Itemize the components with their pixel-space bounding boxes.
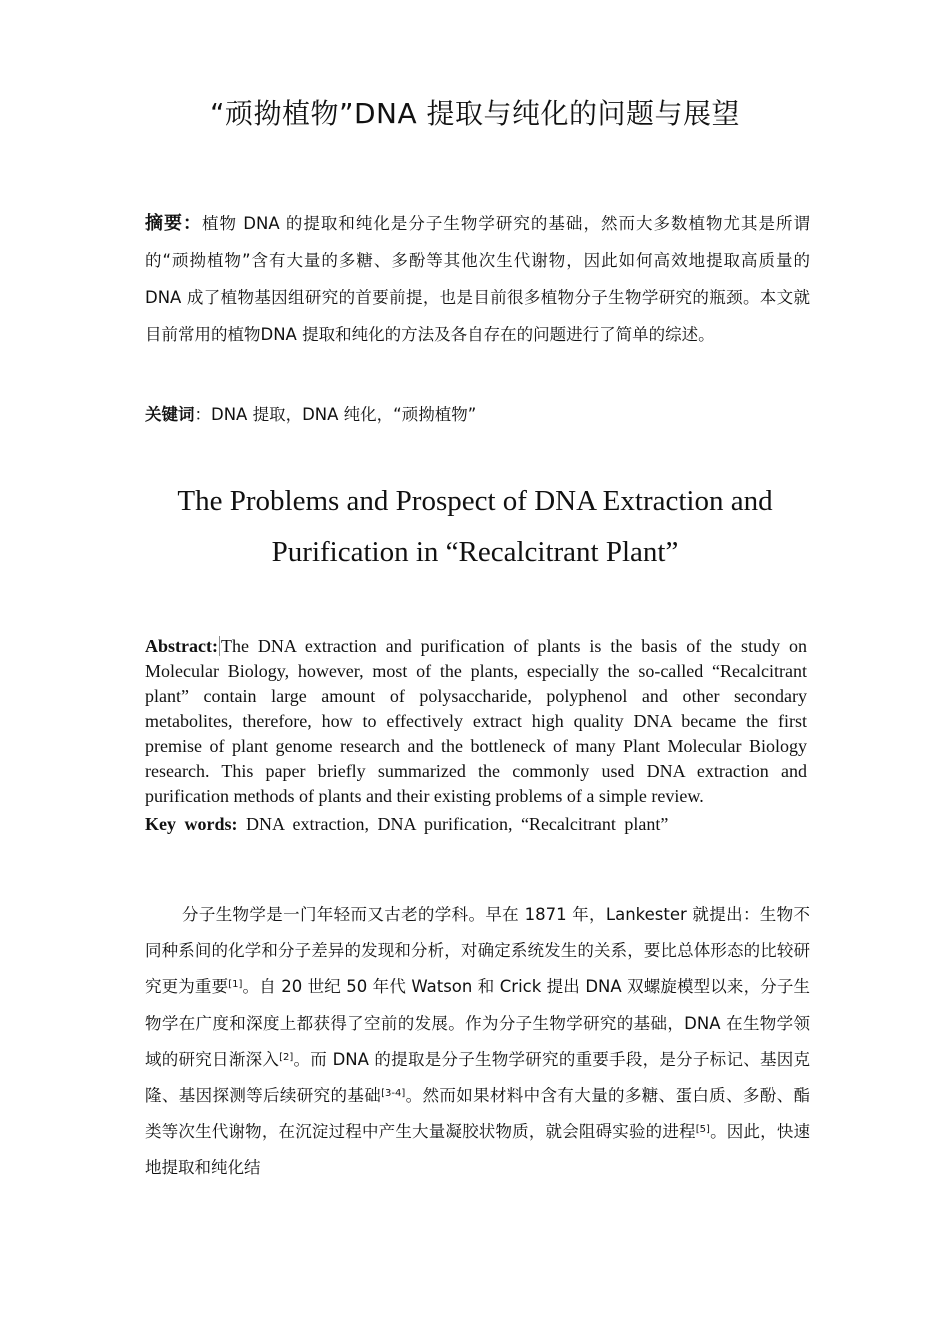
chinese-abstract-text: 植物 DNA 的提取和纯化是分子生物学研究的基础，然而大多数植物尤其是所谓的“顽拗植物”含有大量的多糖、多酚等其他次生代谢物，因此如何高效地提取高质量的 DNA 成了植物基因组研究的首要前提，也是目前很多植物分子生物学研究的瓶颈。本文就目前常用的植物DNA 提取和纯化的方法及各自存在的问题进行了简单的综述。 <box>145 214 810 344</box>
english-abstract-text: The DNA extraction and purification of plants is the basis of the study on Molecular Biology, however, most of the plants, especially the so-called “Recalcitrant plant” contain large amount of polysaccharide, polyphenol and other secondary metabolites, therefore, how to effectively extract high quality DNA became the first premise of plant genome research and the bottleneck of many Plant Molecular Biology research. This paper briefly summarized the commonly used DNA extraction and purification methods of plants and their existing problems of a simple review. <box>145 636 807 806</box>
body-text-part-4: 。然而如果材料中含有大量的多糖、蛋白质、多酚、酯类等次生代谢物，在沉淀过程中产生大量凝胶状物质，就会阻碍实验的进程 <box>145 1086 811 1142</box>
english-keywords-label: Key words: <box>145 814 238 834</box>
body-text-part-3: 。而 DNA 的提取是分子生物学研究的重要手段，是分子标记、基因克隆、基因探测等后续研究的基础 <box>145 1049 811 1106</box>
chinese-keywords-label: 关键词 <box>145 405 195 424</box>
citation-5: [5] <box>695 1124 710 1136</box>
body-paragraph <box>145 897 810 1187</box>
english-abstract <box>145 634 807 809</box>
citation-2: [2] <box>279 1051 294 1063</box>
citation-1: [1] <box>228 979 243 991</box>
english-title-line-1: The Problems and Prospect of DNA Extraction and <box>177 485 773 517</box>
body-text-part-1: 分子生物学是一门年轻而又古老的学科。早在 1871 年，Lankester 就提出：生物不同种系间的化学和分子差异的发现和分析，对确定系统发生的关系，要比总体形态的比较研究更为重要 <box>145 905 810 997</box>
body-text-part-2: 。自 20 世纪 50 年代 Watson 和 Crick 提出 DNA 双螺旋模型以来，分子生物学在广度和深度上都获得了空前的发展。作为分子生物学研究的基础，DNA 在生物学领域的研究日渐深入 <box>145 977 811 1069</box>
english-keywords <box>145 812 807 837</box>
english-keywords-text: DNA extraction, DNA purification, “Recalcitrant plant” <box>246 814 669 834</box>
chinese-abstract <box>145 205 810 353</box>
english-title <box>0 476 950 578</box>
body-text-part-5: 。因此，快速地提取和纯化结 <box>145 1122 811 1178</box>
chinese-title: “顽拗植物”DNA 提取与纯化的问题与展望 <box>209 97 741 130</box>
citation-3-4: [3-4] <box>381 1088 406 1100</box>
chinese-keywords <box>145 400 810 430</box>
english-abstract-label: Abstract: <box>145 636 218 656</box>
english-title-line-2: Purification in “Recalcitrant Plant” <box>271 536 679 568</box>
text-cursor <box>219 636 220 656</box>
chinese-abstract-label: 摘要： <box>145 213 203 234</box>
chinese-keywords-text: DNA 提取，DNA 纯化，“顽拗植物” <box>211 405 477 424</box>
chinese-keywords-separator: ： <box>194 405 211 424</box>
